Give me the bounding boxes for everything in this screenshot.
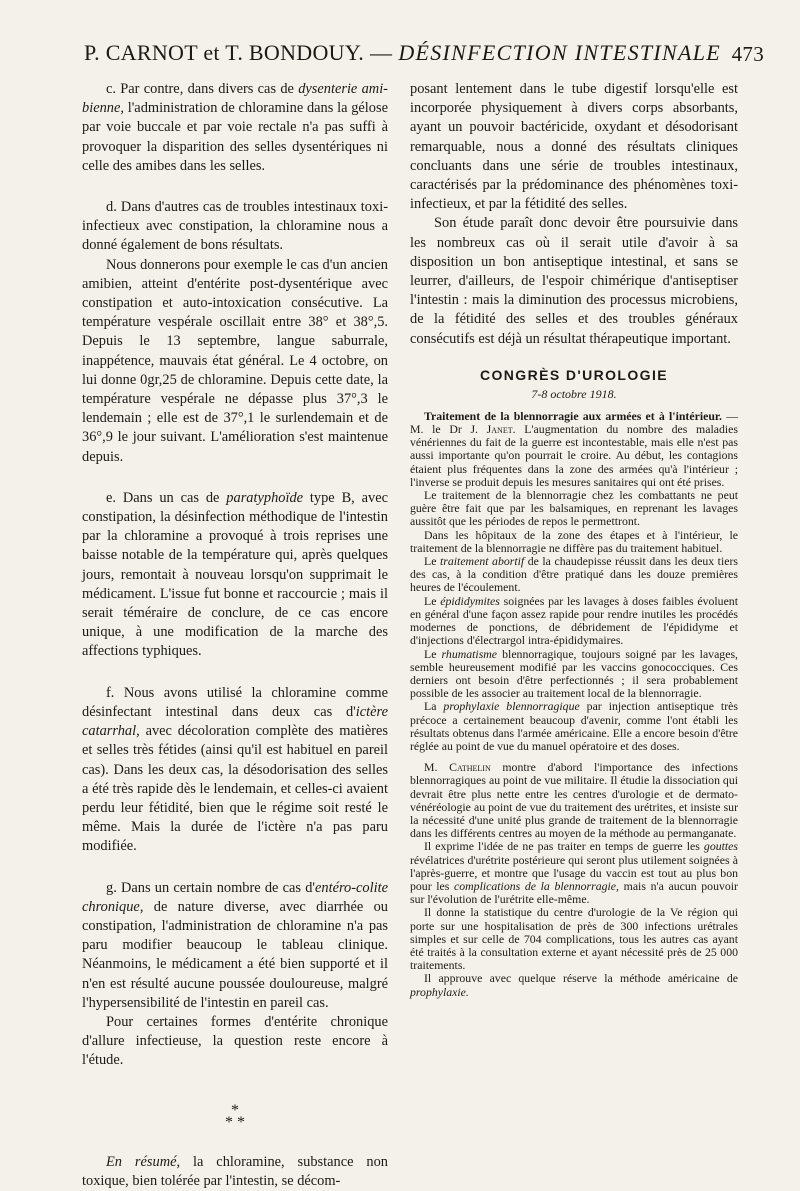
italic-run: prophylaxie. [410,984,469,999]
text-run: M. [424,760,450,775]
header-separator: — [370,40,393,65]
text-run: La [424,699,444,714]
text-run: de nature diverse, avec diarrhée ou constipation, l'administration de chloramine n'a pas paru modifier beaucoup le tableau clinique. Néanmoins, le médicament a été bien supporté et il n'en est résulté aucune poussée douloureuse, malgré l'hypersensibilité de l'intestin en pareil cas. [82,898,388,1011]
paragraph-f [82,684,388,857]
paragraph-d-case: Nous donnerons pour exemple le cas d'un ancien amibien, atteint d'entérite post-dysentérique avec constipation et auto-intoxication consécutive. La température vespérale oscillait entre 38° et 38°,5. Depuis le 13 septembre, langue saburrale, inappétence, mauvais état général. Le 4 octobre, on lui donne 0gr,25 de chloramine. Depuis cette date, la température vespérale ne dépasse plus 37°,3 le lendemain ; elle est de 37°,1 le surlendemain et de 36°,9 le jour suivant. L'amélioration s'est maintenue depuis. [82,256,388,465]
paragraph-c [82,80,388,176]
italic-run: prophylaxie blennorragique [443,699,580,714]
italic-run: complications de la blennorragie, [454,878,619,893]
italic-run: épididymites [440,593,500,608]
asterism-divider [82,1101,388,1131]
text-run: Le [424,593,441,608]
header-title: DÉSINFECTION INTESTINALE [398,40,722,65]
para-label: c. [106,81,116,97]
asterism-top: * [231,1101,239,1119]
bold-run: Traitement de la blennorragie aux armées et à l'intérieur. [424,408,722,423]
report-paragraph [410,972,738,998]
text-run: soignées par les lavages à doses faibles évoluent en général d'une façon assez rapide pour rendre inutiles les procédés modernes de ponctions, de débridement de l'épididyme et d'injections d'électrargol intra-épididymaires. [410,593,738,648]
italic-run: ictère catarrhal, [82,703,388,740]
para-label: e. [106,489,116,506]
text-run: type B, avec constipation, la désinfection méthodique de l'intestin par la chloramine a provoqué à trois reprises une baisse notable de la température qui, après quelques jours, remontait à nouveau lorsqu'on supprimait le médicament. L'issue fut bonne et raccourcie ; mais il serait téméraire de conclure, de ce cas encore unique, à une modification de la marche des affections typhiques. [82,489,388,660]
text-run: révélatrices d'urétrite postérieure qui seront plus utilement soignées à l'après-guerre, et montre que l'usage du vaccin est tout au plus bon pour les [410,852,738,893]
italic-run: rhumatisme [441,646,498,661]
paragraph-g [82,879,388,1013]
paragraph-d [82,198,388,256]
paragraph-resume [82,1153,388,1191]
text-run: l'administration de chloramine dans la gélose par voie buccale et par voie rectale n'a pas suffi à provoquer la disparition des selles dysentériques ni celle des amibes dans les selles. [82,100,388,174]
italic-run: traitement abortif [440,554,525,569]
text-run: Il exprime l'idée de ne pas traiter en temps de guerre les [424,839,704,854]
author-name: Janet [486,422,513,437]
report-paragraph: Le traitement de la blennorragie chez les combattants ne peut guère être fait que par les balsamiques, en reprenant les lavages aussitôt que les périodes de repos le permettront. [410,488,738,529]
report-janet-intro [410,410,738,489]
paragraph-continued: posant lentement dans le tube digestif lorsqu'elle est incorporée physiquement à divers corps absorbants, ayant un pouvoir bactéricide, oxydant et désodorisant remarquable, nous a donné des résultats cliniques concluants dans une série de troubles intestinaux, caractérisés par la prédominance des phénomènes toxi-infectieux, et par la fétidité des selles. [410,81,738,213]
page-number: 473 [731,42,764,66]
para-label: f. [106,684,115,701]
asterism-bottom: * * [225,1113,245,1131]
italic-run: gouttes [703,839,738,854]
italic-run: En résumé, [106,1153,181,1170]
text-run: par injection antiseptique très précoce a certainement beaucoup d'avenir, comme l'ont établi les résultats obtenus dans l'armée américaine. Elle a encore besoin d'être réglée au point de vue du manuel opératoire et des doses. [410,699,738,753]
report-paragraph: Il donne la statistique du centre d'urologie de la Ve région qui porte sur une hospitalisation de près de 300 infections urétrales simples et sur celle de 704 complications, tous les autres cas ayant été traités à la consultation externe et ayant nécessité près de 25 000 traitements. [410,905,738,973]
report-paragraph: Dans les hôpitaux de la zone des étapes et à l'intérieur, le traitement de la blennorragie ne diffère pas du traitement habituel. [410,527,738,555]
section-title: CONGRÈS D'UROLOGIE [480,366,668,383]
text-run: Dans un cas de [122,489,227,506]
paragraph-conclusion: Son étude paraît donc devoir être poursuivie dans les nombreux cas où il serait utile d'avoir à sa disposition un bon antiseptique intestinal, et sans se leurrer, d'ailleurs, de l'espoir chimérique d'antiseptiser l'intestin : mais la diminution des processus microbiens, de la fétidité des selles et des troubles généraux consécutifs est déjà un résultat thérapeutique important. [410,215,738,347]
paragraph-e [82,489,388,662]
para-label: d. [106,199,117,216]
header-authors: P. CARNOT et T. BONDOUY. [84,40,364,65]
text-run: — M. le Dr J. [410,408,738,437]
report-paragraph [410,840,738,906]
text-run: blennorragique, toujours soigné par les lavages, semble heureusement modifié par les vaccins gonococciques. Ces derniers ont besoin d'être perfectionnés ; il sera probablement possible de les associer au traitement local de la blennorragie. [410,646,738,701]
text-run: de la chaudepisse réussit dans les deux tiers des cas, à la condition d'être pratiqué dans les douze premières heures de l'écoulement. [410,554,738,595]
left-column [82,80,388,1191]
italic-run: entéro-colite chronique, [82,879,388,915]
text-run: Il approuve avec quelque réserve la méthode américaine de [424,971,738,986]
report-paragraph [410,700,738,753]
report-paragraph [410,648,738,701]
text-run: montre d'abord l'importance des infections blennorragiques au point de vue militaire. Il étudie la dissociation qui devrait être plus nette entre les centres d'urologie et de dermato-vénéréologie au point de vue du traitement des urétrites, et insiste sur la nécessité d'une unité plus grande de traitement de la blennorragie dans les différents centres au moyen de la méthode au permanganate. [410,760,738,841]
text-run: mais n'a aucun pouvoir sur l'évolution de l'urétrite elle-même. [410,878,738,907]
italic-run: dysenterie ami- bienne, [82,81,388,117]
paragraph-g-followup: Pour certaines formes d'entérite chronique d'allure infectieuse, la question reste encore à l'étude. [82,1013,388,1069]
report-paragraph [410,555,738,595]
text-run: Par contre, dans divers cas de [120,81,299,97]
text-run: . L'augmentation du nombre des maladies vénériennes du fait de la guerre est incontestable, mais elle n'est pas aussi importante qu'on pourrait le croire. Au début, les contagions étaient plus fréquentes dans la zone des armées qu'à l'intérieur ; l'inverse se produit depuis les mesures sanitaires qui ont été prises. [410,422,738,489]
section-date: 7-8 octobre 1918. [531,386,617,401]
para-label: g. [106,879,117,896]
author-name: Cathelin [449,760,491,775]
text-run: Dans un certain nombre de cas d' [121,879,315,896]
running-header [84,40,764,72]
text-run: avec décoloration complète des matières et selles très fétides (ainsi qu'il est habituel en pareil cas). Dans les deux cas, la désodorisation des selles a été très rapide dès le lendemain, et celles-ci avaient perdu leur fétidité, bien que le régime soit resté le même. Mais la durée de l'ictère n'a pas paru modifiée. [82,723,388,855]
right-column [410,80,738,999]
text-run: Le [424,646,442,661]
text-run: Le [424,554,440,569]
report-cathelin-intro [410,761,738,840]
text-run: Nous avons utilisé la chloramine comme désinfectant intestinal dans deux cas d' [82,684,388,720]
text-run: Dans d'autres cas de troubles intestinaux toxi-infectieux avec constipation, la chloramine nous a donné également de bons résultats. [82,199,388,254]
italic-run: paratyphoïde [226,489,304,506]
report-paragraph [410,595,738,648]
text-run: la chloramine, substance non toxique, bien tolérée par l'intestin, se décom- [82,1153,389,1189]
